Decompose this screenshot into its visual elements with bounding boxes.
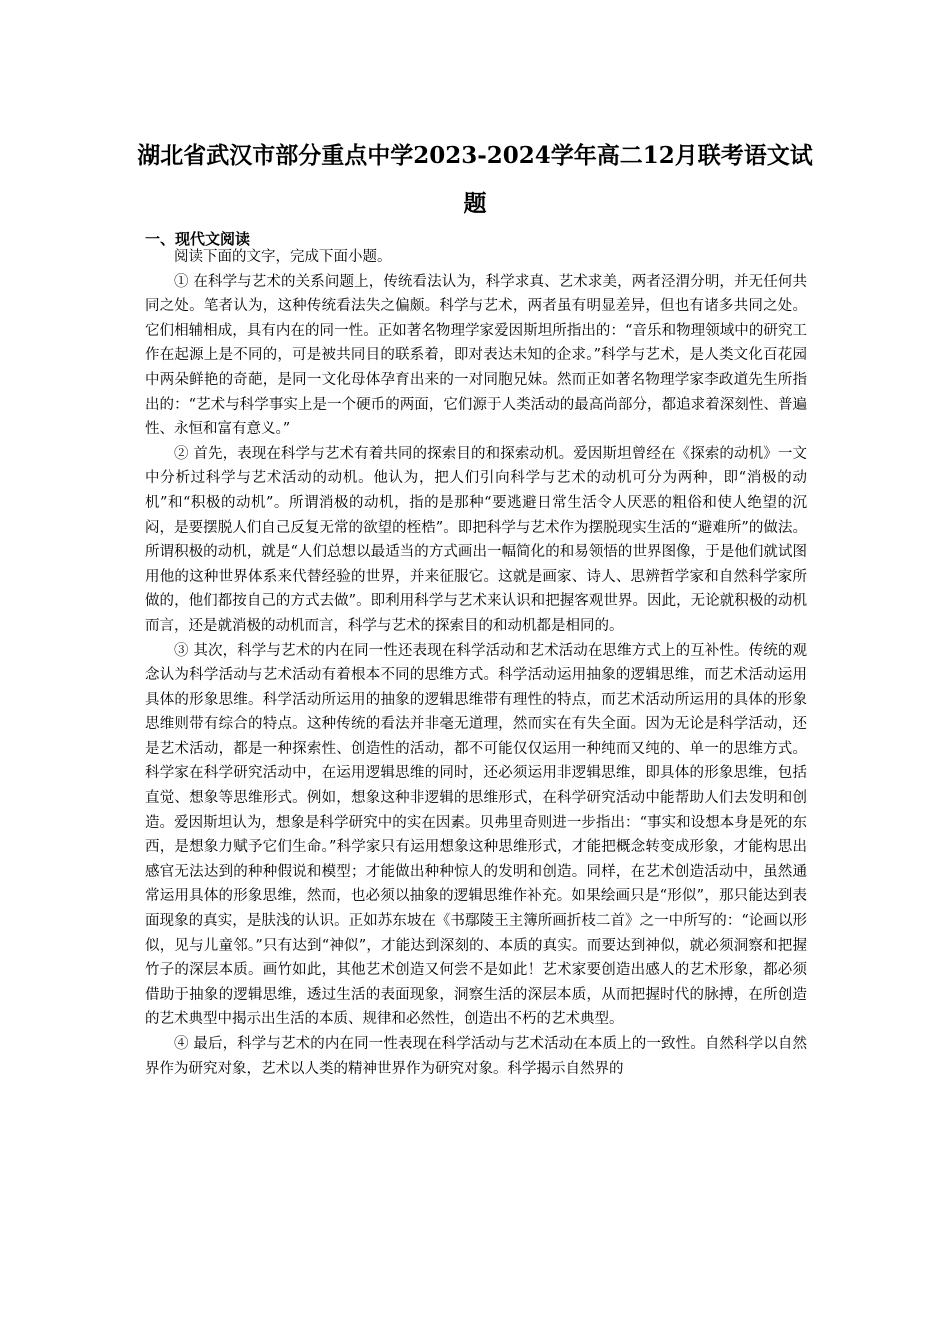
paragraph-4: ④ 最后，科学与艺术的内在同一性表现在科学活动与艺术活动在本质上的一致性。自然科学以自然界作为研究对象，艺术以人类的精神世界作为研究对象。科学揭示自然界的 (145, 1036, 807, 1077)
paragraph-3: ③ 其次，科学与艺术的内在同一性还表现在科学活动和艺术活动在思维方式上的互补性。传统的观念认为科学活动与艺术活动有着根本不同的思维方式。科学活动运用抽象的逻辑思维，而艺术活动运用具体的形象思维。科学活动所运用的抽象的逻辑思维带有理性的特点，而艺术活动所运用的具体的形象思维则带有综合的特点。这种传统的看法并非毫无道理，然而实在有失全面。因为无论是科学活动，还是艺术活动，都是一种探索性、创造性的活动，都不可能仅仅运用一种纯而又纯的、单一的思维方式。科学家在科学研究活动中，在运用逻辑思维的同时，还必须运用非逻辑思维，即具体的形象思维，包括直觉、想象等思维形式。例如，想象这种非逻辑的思维形式，在科学研究活动中能帮助人们去发明和创造。爱因斯坦认为，想象是科学研究中的实在因素。贝弗里奇则进一步指出：“事实和设想本身是死的东西，是想象力赋予它们生命。”科学家只有运用想象这种思维形式，才能把概念转变成形象，才能构思出感官无法达到的种种假说和模型；才能做出种种惊人的发明和创造。同样，在艺术创造活动中，虽然通常运用具体的形象思维，然而，也必须以抽象的逻辑思维作补充。如果绘画只是“形似”，那只能达到表面现象的真实，是肤浅的认识。正如苏东坡在《书鄢陵王主簿所画折枝二首》之一中所写的：“论画以形似，见与儿童邻。”只有达到“神似”，才能达到深刻的、本质的真实。而要达到神似，就必须洞察和把握竹子的深层本质。画竹如此，其他艺术创造又何尝不是如此！艺术家要创造出感人的艺术形象，都必须借助于抽象的逻辑思维，透过生活的表面现象，洞察生活的深层本质，从而把握时代的脉搏，在所创造的艺术典型中揭示出生活的本质、规律和必然性，创造出不朽的艺术典型。 (145, 642, 807, 1028)
section-heading: 一、现代文阅读 (145, 230, 251, 248)
instruction-text: 阅读下面的文字，完成下面小题。 (174, 249, 392, 265)
document-title: 湖北省武汉市部分重点中学2023-2024学年高二12月联考语文试题 (137, 142, 813, 217)
paragraph-1: ① 在科学与艺术的关系问题上，传统看法认为，科学求真、艺术求美，两者泾渭分明，并无任何共同之处。笔者认为，这种传统看法失之偏颇。科学与艺术，两者虽有明显差异，但也有诸多共同之处。它们相辅相成，具有内在的同一性。正如著名物理学家爱因斯坦所指出的：“音乐和物理领域中的研究工作在起源上是不同的，可是被共同目的联系着，即对表达未知的企求。”科学与艺术，是人类文化百花园中两朵鲜艳的奇葩，是同一文化母体孕育出来的一对同胞兄妹。然而正如著名物理学家李政道先生所指出的：“艺术与科学事实上是一个硬币的两面，它们源于人类活动的最高尚部分，都追求着深刻性、普遍性、永恒和富有意义。” (145, 273, 807, 438)
reading-passage (145, 245, 807, 1081)
paragraph-2: ② 首先，表现在科学与艺术有着共同的探索目的和探索动机。爱因斯坦曾经在《探索的动机》一文中分析过科学与艺术活动的动机。他认为，把人们引向科学与艺术的动机可分为两种，即“消极的动机”和“积极的动机”。所谓消极的动机，指的是那种“要逃避日常生活令人厌恶的粗俗和使人绝望的沉闷，是要摆脱人们自己反复无常的欲望的桎梏”。即把科学与艺术作为摆脱现实生活的“避难所”的做法。所谓积极的动机，就是“人们总想以最适当的方式画出一幅简化的和易领悟的世界图像，于是他们就试图用他的这种世界体系来代替经验的世界，并来征服它。这就是画家、诗人、思辨哲学家和自然科学家所做的，他们都按自己的方式去做”。即利用科学与艺术来认识和把握客观世界。因此，无论就积极的动机而言，还是就消极的动机而言，科学与艺术的探索目的和动机都是相同的。 (145, 445, 807, 634)
